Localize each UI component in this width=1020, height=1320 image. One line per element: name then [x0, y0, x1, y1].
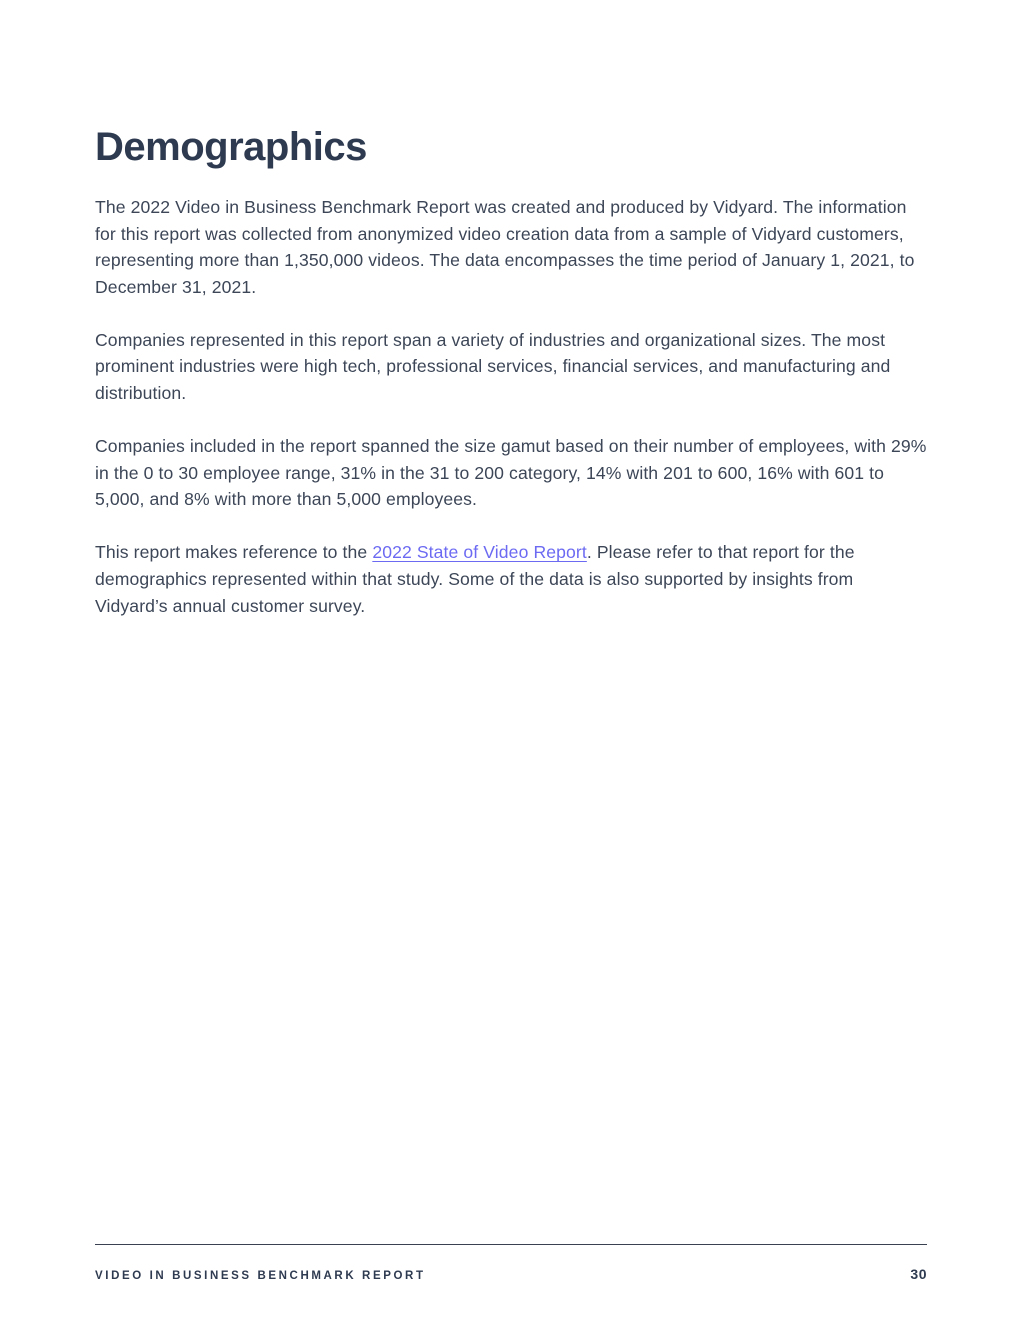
footer-divider: [95, 1244, 927, 1245]
paragraph-industries: Companies represented in this report span a variety of industries and organizational sizes. The most prominent industries were high tech, professional services, financial services, and manufacturing and distribution.: [95, 329, 891, 404]
paragraph-company-sizes: Companies included in the report spanned the size gamut based on their number of employees, with 29% in the 0 to 30 employee range, 31% in the 31 to 200 category, 14% with 201 to 600, 16% with 601 to 5,000, and 8% with more than 5,000 employees.: [95, 436, 927, 510]
state-of-video-report-link[interactable]: 2022 State of Video Report: [372, 542, 587, 563]
main-content: [95, 124, 927, 646]
paragraph-data-source: The 2022 Video in Business Benchmark Report was created and produced by Vidyard. The information for this report was collected from anonymized video creation data from a sample of Vidyard customers, representing more than 1,350,000 videos. The data encompasses the time period of January 1, 2021, to December 31, 2021.: [95, 197, 915, 297]
footer-page-number: 30: [910, 1266, 927, 1282]
footer-report-title: VIDEO IN BUSINESS BENCHMARK REPORT: [95, 1270, 426, 1282]
page-footer: [95, 1266, 927, 1282]
reference-text-before-link: This report makes reference to the: [95, 542, 373, 563]
reference-text-after-link: . Please refer to that report for the demographics represented within that study. Some of the data is also supported by insights from Vidyard’s annual customer survey.: [95, 542, 855, 616]
page-title: Demographics: [95, 125, 367, 169]
paragraph-reference: [95, 539, 927, 619]
